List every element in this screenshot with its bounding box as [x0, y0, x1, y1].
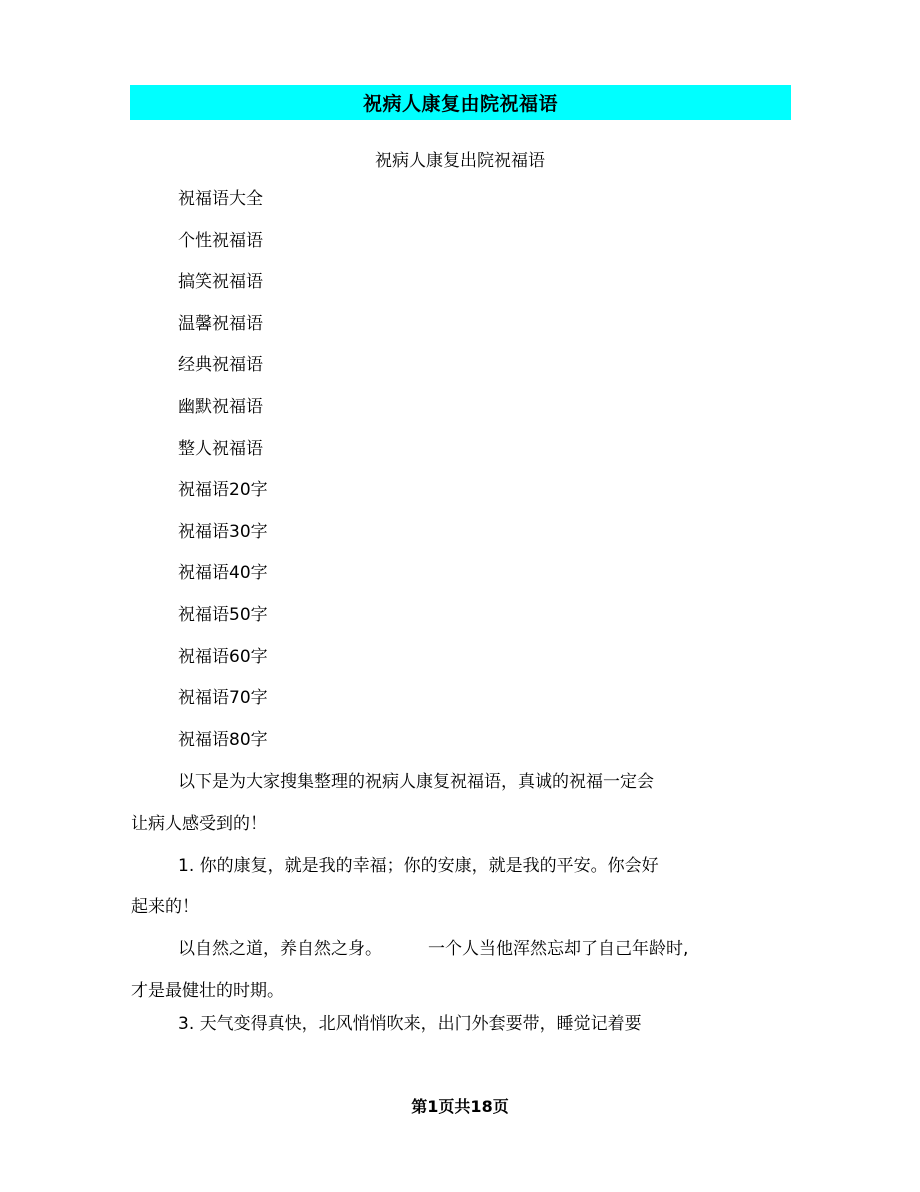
- list-item: 祝福语40字: [178, 563, 268, 583]
- list-item: 祝福语大全: [178, 189, 263, 209]
- list-item: 祝福语60字: [178, 647, 268, 667]
- paragraph-line: 1. 你的康复，就是我的幸福；你的安康，就是我的平安。你会好: [178, 856, 659, 876]
- paragraph-line: 让病人感受到的！: [131, 814, 267, 834]
- paragraph-line: 一个人当他浑然忘却了自己年龄时,: [428, 939, 689, 959]
- paragraph-line: 以自然之道，养自然之身。: [178, 939, 382, 959]
- list-item: 祝福语50字: [178, 605, 268, 625]
- document-title: 祝病人康复由院祝福语: [362, 93, 558, 115]
- list-item: 经典祝福语: [178, 355, 263, 375]
- list-item: 幽默祝福语: [178, 397, 263, 417]
- paragraph-line: 以下是为大家搜集整理的祝病人康复祝福语，真诚的祝福一定会: [178, 772, 654, 792]
- list-item: 个性祝福语: [178, 231, 263, 251]
- list-item: 祝福语20字: [178, 480, 268, 500]
- paragraph-line: 起来的！: [131, 897, 199, 917]
- document-subtitle: 祝病人康复出院祝福语: [375, 151, 545, 171]
- paragraph-line: 才是最健壮的时期。: [131, 981, 284, 1001]
- page-number-footer: 第1页共18页: [411, 1097, 509, 1116]
- list-item: 祝福语30字: [178, 522, 268, 542]
- list-item: 祝福语80字: [178, 730, 268, 750]
- list-item: 整人祝福语: [178, 439, 263, 459]
- paragraph-line: 3. 天气变得真快，北风悄悄吹来，出门外套要带，睡觉记着要: [178, 1014, 642, 1034]
- list-item: 祝福语70字: [178, 688, 268, 708]
- document-title-banner: [130, 85, 791, 120]
- list-item: 温馨祝福语: [178, 314, 263, 334]
- list-item: 搞笑祝福语: [178, 272, 263, 292]
